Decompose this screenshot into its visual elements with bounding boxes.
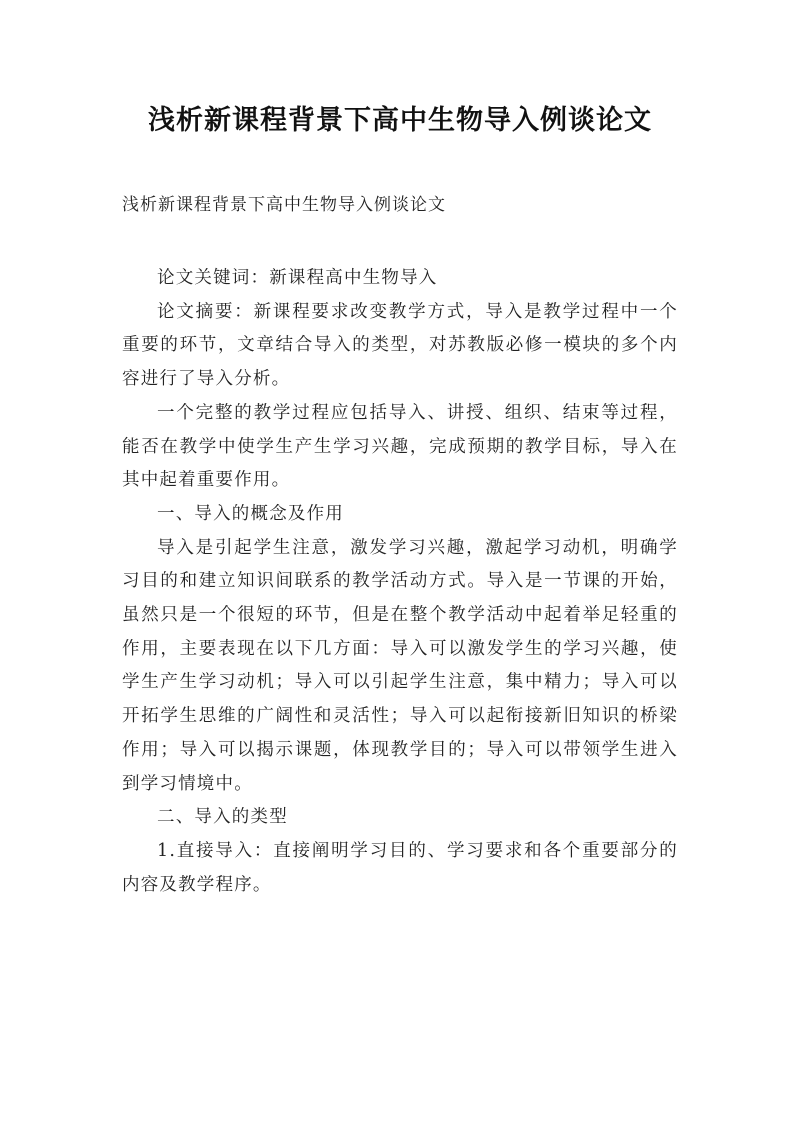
document-title: 浅析新课程背景下高中生物导入例谈论文 (148, 105, 652, 136)
section-heading-2: 二、导入的类型 (157, 807, 288, 828)
section-1-paragraph: 导入是引起学生注意，激发学习兴趣，激起学习动机，明确学习目的和建立知识间联系的教学活动方式。导入是一节课的开始，虽然只是一个很短的环节，但是在整个教学活动中起着举足轻重的作用，主要表现在以下几方面：导入可以激发学生的学习兴趣，使学生产生学习动机；导入可以引起学生注意，集中精力；导入可以开拓学生思维的广阔性和灵活性；导入可以起衔接新旧知识的桥梁作用；导入可以揭示课题，体现教学目的；导入可以带领学生进入到学习情境中。 (122, 537, 678, 794)
section-2-item-1: 1.直接导入：直接阐明学习目的、学习要求和各个重要部分的内容及教学程序。 (122, 840, 678, 895)
document-subtitle: 浅析新课程背景下高中生物导入例谈论文 (122, 195, 446, 215)
intro-paragraph: 一个完整的教学过程应包括导入、讲授、组织、结束等过程，能否在教学中使学生产生学习兴趣，完成预期的教学目标，导入在其中起着重要作用。 (122, 402, 678, 491)
document-body (122, 262, 678, 902)
keywords-paragraph: 论文关键词：新课程高中生物导入 (157, 268, 438, 288)
section-heading-1: 一、导入的概念及作用 (157, 503, 344, 524)
abstract-paragraph: 论文摘要：新课程要求改变教学方式，导入是教学过程中一个重要的环节，文章结合导入的类型，对苏教版必修一模块的多个内容进行了导入分析。 (122, 301, 678, 390)
